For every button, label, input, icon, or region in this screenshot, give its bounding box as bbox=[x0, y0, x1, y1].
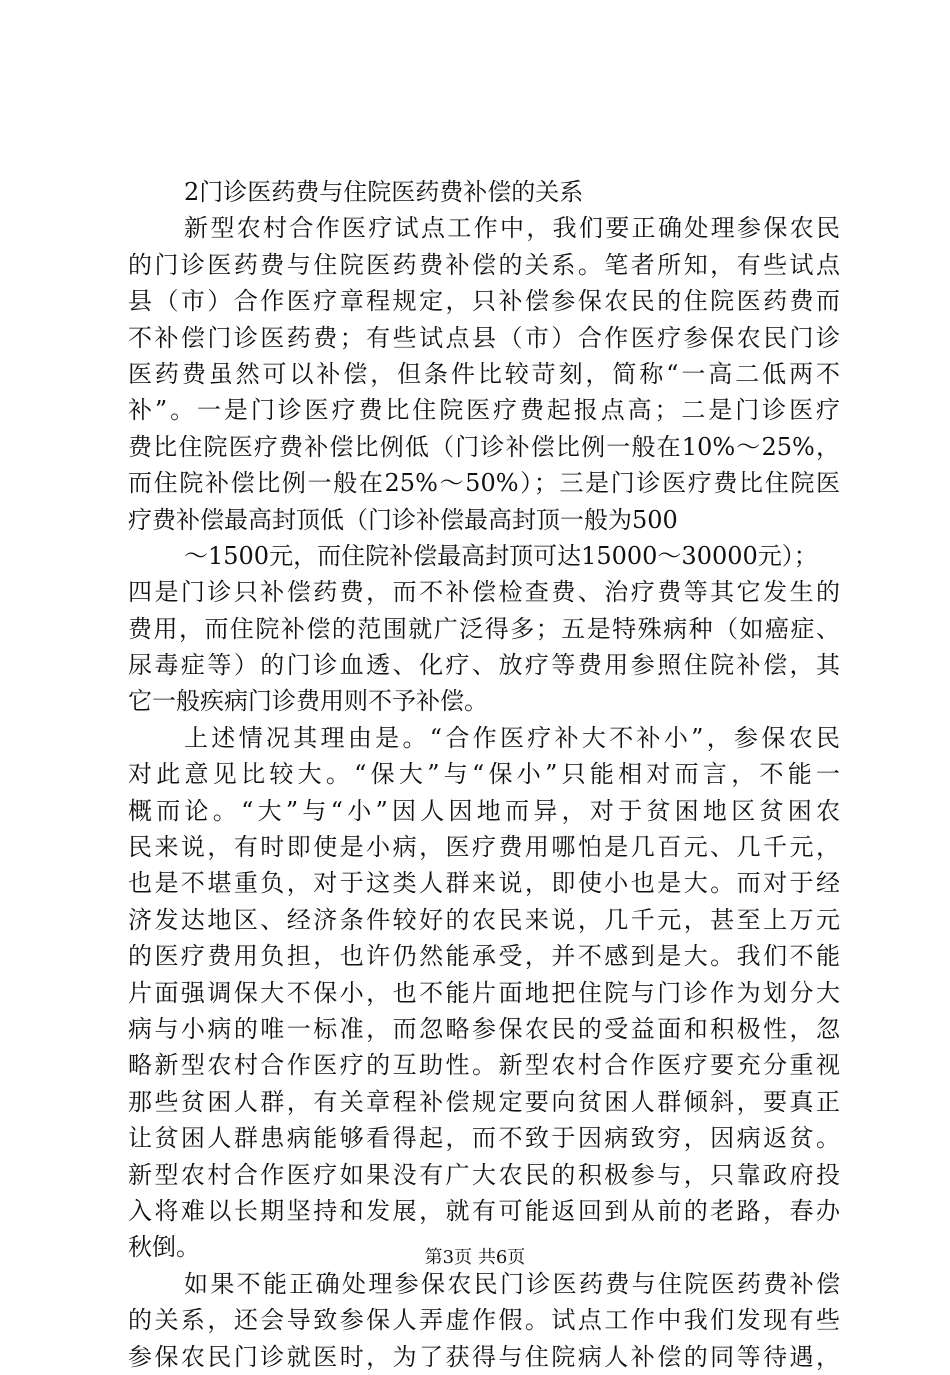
paragraph-line: 参保农民门诊就医时，为了获得与住院病人补偿的同等待遇， bbox=[128, 1342, 840, 1371]
paragraph-line: 费比住院医疗费补偿比例低（门诊补偿比例一般在10%～25%， bbox=[128, 432, 840, 461]
paragraph-line: 尿毒症等）的门诊血透、化疗、放疗等费用参照住院补偿，其 bbox=[128, 651, 840, 680]
paragraph-line: 的关系，还会导致参保人弄虚作假。试点工作中我们发现有些 bbox=[128, 1306, 840, 1335]
section-heading: 2门诊医药费与住院医药费补偿的关系 bbox=[184, 178, 584, 206]
paragraph-line: 病与小病的唯一标准，而忽略参保农民的受益面和积极性，忽 bbox=[128, 1014, 840, 1043]
page-number-footer: 第3页 共6页 bbox=[424, 1247, 526, 1268]
paragraph-line: 新型农村合作医疗如果没有广大农民的积极参与，只靠政府投 bbox=[128, 1160, 840, 1189]
paragraph-line: 入将难以长期坚持和发展，就有可能返回到从前的老路，春办 bbox=[128, 1196, 840, 1225]
paragraph-line: 的门诊医药费与住院医药费补偿的关系。笔者所知，有些试点 bbox=[128, 250, 840, 279]
paragraph-line: 的医疗费用负担，也许仍然能承受，并不感到是大。我们不能 bbox=[128, 942, 840, 971]
paragraph-line: 费用，而住院补偿的范围就广泛得多；五是特殊病种（如癌症、 bbox=[128, 614, 840, 643]
paragraph-line: 对此意见比较大。“保大”与“保小”只能相对而言，不能一 bbox=[128, 760, 840, 789]
document-body bbox=[128, 174, 840, 1375]
paragraph-line: 新型农村合作医疗试点工作中，我们要正确处理参保农民 bbox=[184, 214, 840, 243]
paragraph-line: 医药费虽然可以补偿，但条件比较苛刻，简称“一高二低两不 bbox=[128, 359, 840, 388]
paragraph-line: 民来说，有时即使是小病，医疗费用哪怕是几百元、几千元， bbox=[128, 833, 840, 862]
paragraph-line: 它一般疾病门诊费用则不予补偿。 bbox=[128, 687, 488, 716]
paragraph-line: 让贫困人群患病能够看得起，而不致于因病致穷，因病返贫。 bbox=[128, 1124, 840, 1153]
paragraph-line: 概而论。“大”与“小”因人因地而异，对于贫困地区贫困农 bbox=[128, 796, 840, 825]
paragraph-line: 而住院补偿比例一般在25%～50%）；三是门诊医疗费比住院医 bbox=[128, 469, 840, 498]
paragraph-line: 如果不能正确处理参保农民门诊医药费与住院医药费补偿 bbox=[184, 1269, 840, 1298]
paragraph-line: 片面强调保大不保小，也不能片面地把住院与门诊作为划分大 bbox=[128, 978, 840, 1007]
paragraph-line: 上述情况其理由是。“合作医疗补大不补小”，参保农民 bbox=[184, 723, 840, 752]
paragraph-line: 疗费补偿最高封顶低（门诊补偿最高封顶一般为500 bbox=[128, 505, 678, 534]
paragraph-line: ～1500元，而住院补偿最高封顶可达15000～30000元）； bbox=[184, 541, 818, 570]
paragraph-line: 略新型农村合作医疗的互助性。新型农村合作医疗要充分重视 bbox=[128, 1051, 840, 1080]
paragraph-line: 秋倒。 bbox=[128, 1233, 200, 1262]
paragraph-line: 四是门诊只补偿药费，而不补偿检查费、治疗费等其它发生的 bbox=[128, 578, 840, 607]
paragraph-line: 济发达地区、经济条件较好的农民来说，几千元，甚至上万元 bbox=[128, 905, 840, 934]
paragraph-line: 补”。一是门诊医疗费比住院医疗费起报点高；二是门诊医疗 bbox=[128, 396, 840, 425]
paragraph-line: 县（市）合作医疗章程规定，只补偿参保农民的住院医药费而 bbox=[128, 287, 840, 316]
paragraph-line: 不补偿门诊医药费；有些试点县（市）合作医疗参保农民门诊 bbox=[128, 323, 840, 352]
paragraph-line: 也是不堪重负，对于这类人群来说，即使小也是大。而对于经 bbox=[128, 869, 840, 898]
paragraph-line: 那些贫困人群，有关章程补偿规定要向贫困人群倾斜，要真正 bbox=[128, 1087, 840, 1116]
